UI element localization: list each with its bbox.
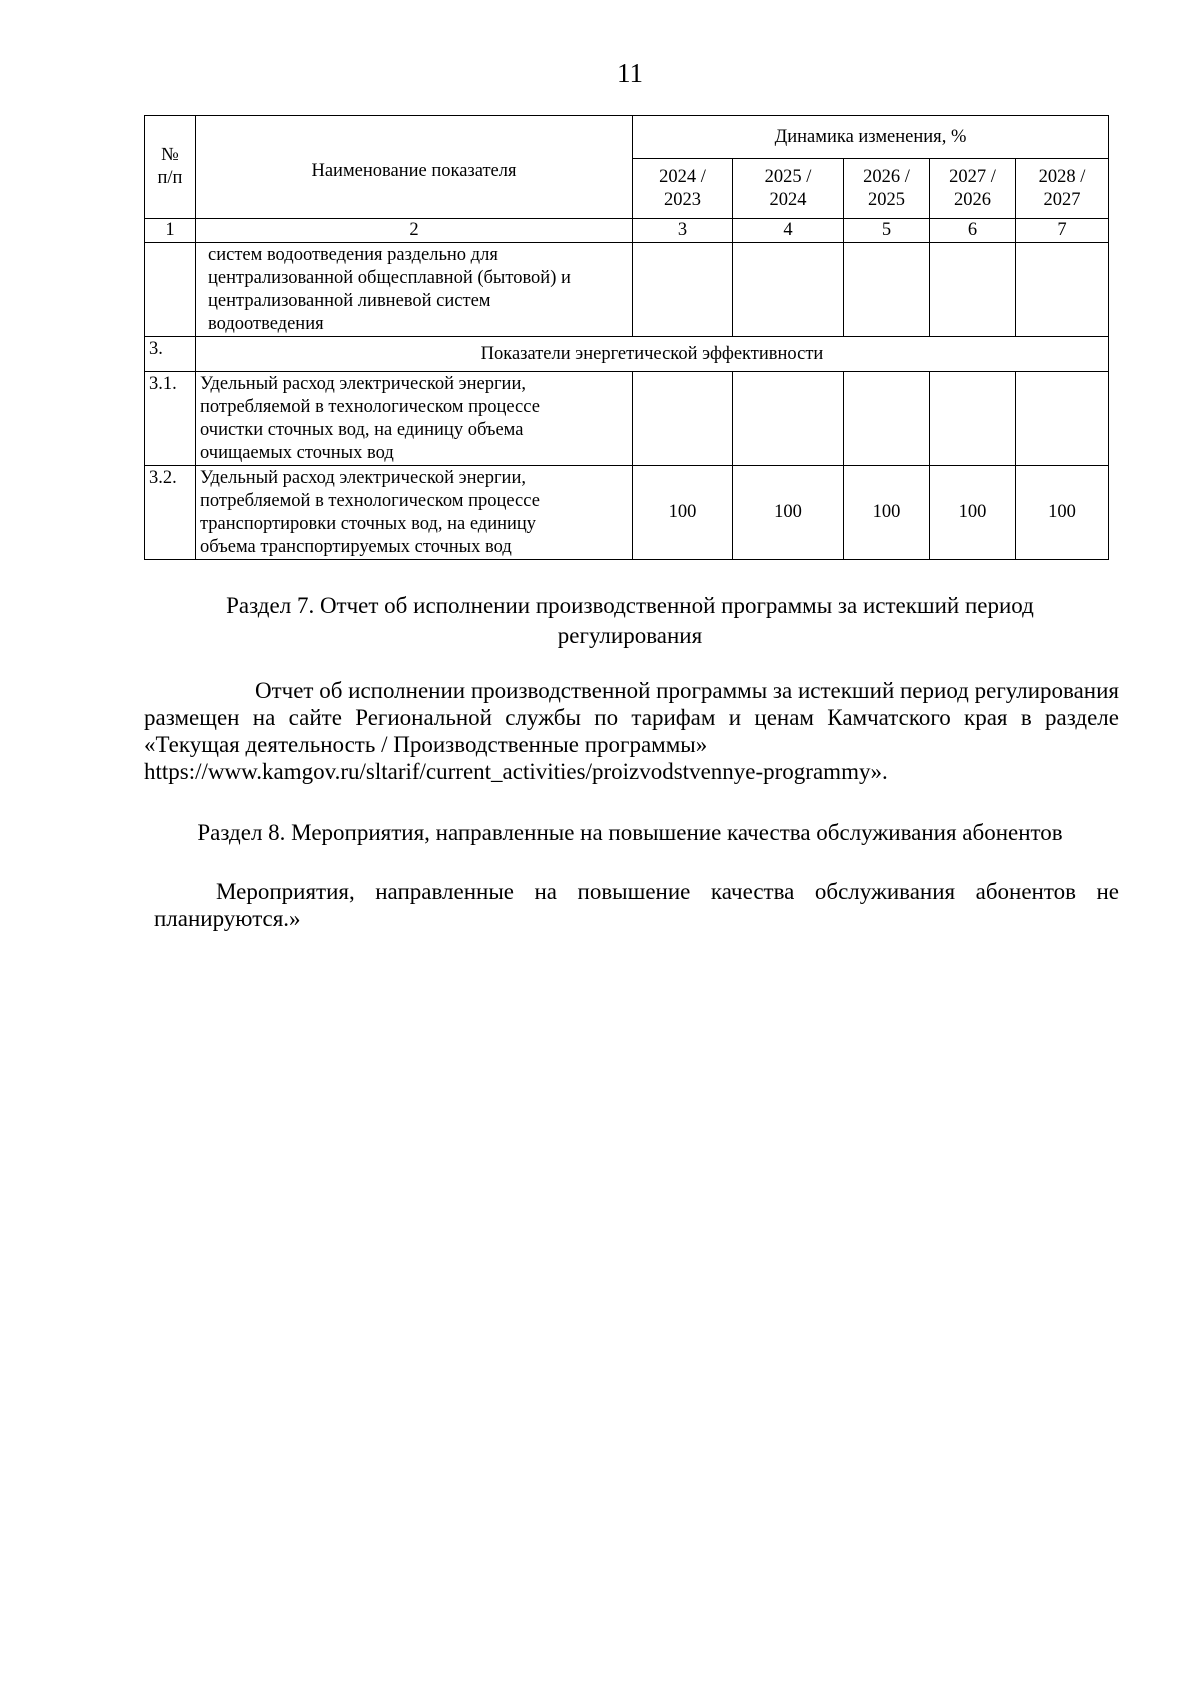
- row-3-1-line-3: очистки сточных вод, на единицу объема: [200, 420, 524, 440]
- period-4-bottom: 2026: [954, 189, 991, 210]
- continued-line-3: централизованной ливневой систем: [208, 291, 491, 311]
- column-number-6: 6: [930, 219, 1016, 243]
- row-3-1-line-1: Удельный расход электрической энергии,: [200, 374, 526, 394]
- header-num: [145, 116, 196, 219]
- para-word-4: Производственные: [393, 732, 579, 757]
- table-row-3-1: [145, 372, 1109, 466]
- header-dynamics: Динамика изменения, %: [633, 116, 1109, 159]
- period-2-top: 2025 /: [764, 166, 812, 187]
- continued-row-name: [196, 243, 633, 337]
- section-row-title: Показатели энергетической эффективности: [196, 337, 1109, 372]
- row-3-1-value-5: [1016, 372, 1109, 466]
- row-3-1-num: 3.1.: [145, 372, 196, 466]
- period-2-bottom: 2024: [769, 189, 807, 210]
- row-3-2-line-3: транспортировки сточных вод, на единицу: [200, 514, 537, 534]
- row-3-2-name: [196, 466, 633, 560]
- section-8-para-line-1: Мероприятия, направленные на повышение качества обслуживания абонентов не: [216, 879, 1119, 904]
- row-3-2-num: 3.2.: [145, 466, 196, 560]
- period-1-bottom: 2023: [664, 189, 701, 210]
- continued-row-value-5: [1016, 243, 1109, 337]
- period-3-bottom: 2025: [868, 189, 905, 210]
- indicators-table: [144, 115, 1109, 560]
- header-period-5: [1016, 159, 1109, 219]
- header-period-2: [733, 159, 844, 219]
- continued-row-value-1: [633, 243, 733, 337]
- para-word-1: «Текущая: [144, 732, 240, 757]
- row-3-2-value-4: 100: [930, 466, 1016, 560]
- period-5-top: 2028 /: [1038, 166, 1086, 187]
- para-word-5: программы»: [584, 732, 708, 757]
- row-3-2-line-2: потребляемой в технологическом процессе: [200, 491, 540, 511]
- para-word-2: деятельность: [245, 732, 376, 757]
- row-3-2-line-1: Удельный расход электрической энергии,: [200, 468, 526, 488]
- period-5-bottom: 2027: [1043, 189, 1081, 210]
- period-3-top: 2026 /: [863, 166, 910, 187]
- column-number-7: 7: [1016, 219, 1109, 243]
- row-3-1-value-4: [930, 372, 1016, 466]
- row-3-1-name: [196, 372, 633, 466]
- section-7-para-line-2: [144, 704, 1119, 731]
- period-4-top: 2027 /: [949, 166, 996, 187]
- section-7-para-line-3: [144, 731, 1119, 758]
- continued-row-value-2: [733, 243, 844, 337]
- column-numbers-row: [145, 219, 1109, 243]
- section-row-num: 3.: [145, 337, 196, 372]
- header-row-1: [145, 116, 1109, 159]
- section-8-para-line-2: планируются.»: [154, 906, 301, 931]
- row-3-2-value-5: 100: [1016, 466, 1109, 560]
- section-7-para-line-4: https://www.kamgov.ru/sltarif/current_activities/proizvodstvennye-programmy».: [144, 759, 888, 784]
- section-8-paragraph: [144, 878, 1119, 932]
- row-3-2-value-2: 100: [733, 466, 844, 560]
- column-number-4: 4: [733, 219, 844, 243]
- row-3-1-value-3: [844, 372, 930, 466]
- header-num-line2: п/п: [157, 168, 183, 188]
- section-7-para-line-2-text: размещен на сайте Региональной службы по тарифам и ценам Камчатского края в разделе: [144, 705, 1119, 730]
- period-1-top: 2024 /: [659, 166, 706, 187]
- section-7-title: [0, 591, 1200, 651]
- continued-row-value-4: [930, 243, 1016, 337]
- section-7-title-line-1: Раздел 7. Отчет об исполнении производственной программы за истекший период: [226, 593, 1034, 618]
- row-3-2-value-3: 100: [844, 466, 930, 560]
- row-3-1-value-2: [733, 372, 844, 466]
- section-7-title-line-2: регулирования: [557, 623, 703, 648]
- continued-row-value-3: [844, 243, 930, 337]
- header-period-3: [844, 159, 930, 219]
- table-row-3-2: [145, 466, 1109, 560]
- row-3-1-line-4: очищаемых сточных вод: [200, 443, 394, 463]
- continued-line-2: централизованной общесплавной (бытовой) и: [208, 268, 571, 288]
- continued-row-num: [145, 243, 196, 337]
- section-7-para-line-1: Отчет об исполнении производственной программы за истекший период регулирования: [254, 678, 1119, 703]
- row-3-1-line-2: потребляемой в технологическом процессе: [200, 397, 540, 417]
- header-period-1: [633, 159, 733, 219]
- row-3-2-line-4: объема транспортируемых сточных вод: [200, 537, 512, 557]
- continued-line-1: систем водоотведения раздельно для: [208, 245, 498, 265]
- row-3-1-value-1: [633, 372, 733, 466]
- para-word-3: /: [381, 732, 388, 757]
- column-number-1: 1: [145, 219, 196, 243]
- section-row: [145, 337, 1109, 372]
- header-num-line1: №: [161, 145, 179, 165]
- column-number-5: 5: [844, 219, 930, 243]
- row-3-2-value-1: 100: [633, 466, 733, 560]
- column-number-2: 2: [196, 219, 633, 243]
- header-period-4: [930, 159, 1016, 219]
- section-8-title: Раздел 8. Мероприятия, направленные на повышение качества обслуживания абонентов: [197, 820, 1063, 845]
- header-name: Наименование показателя: [196, 116, 633, 219]
- continued-line-4: водоотведения: [208, 314, 324, 334]
- section-7-paragraph: [144, 677, 1119, 785]
- column-number-3: 3: [633, 219, 733, 243]
- page-number: 11: [617, 58, 643, 88]
- continued-row: [145, 243, 1109, 337]
